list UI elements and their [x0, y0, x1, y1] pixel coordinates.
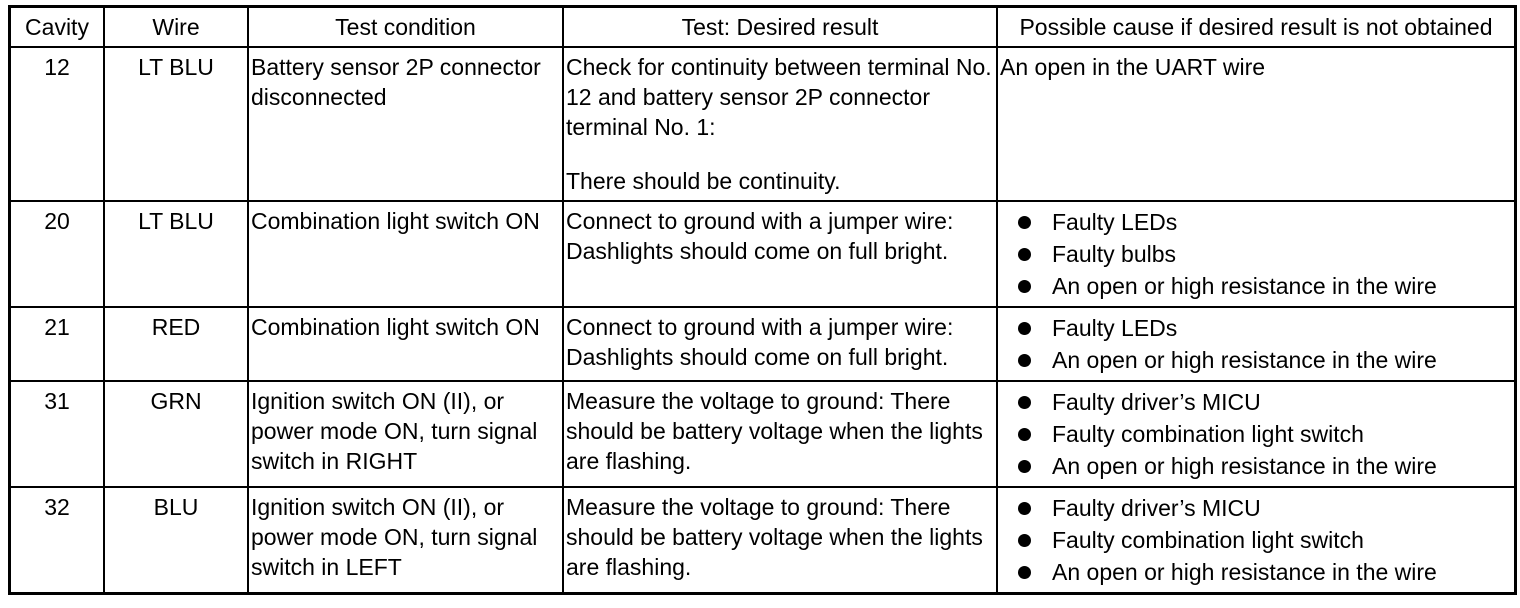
result-cell — [563, 47, 997, 201]
condition-cell: Ignition switch ON (II), or power mode ON, turn signal switch in LEFT — [248, 487, 563, 594]
result-text: There should be continuity. — [566, 168, 841, 194]
cause-list — [1000, 312, 1512, 376]
header-row — [10, 7, 1516, 48]
cause-cell — [997, 307, 1516, 381]
wire-cell: GRN — [104, 381, 248, 487]
header-cavity: Cavity — [10, 7, 105, 48]
list-item: An open or high resistance in the wire — [1000, 270, 1512, 302]
cause-cell — [997, 487, 1516, 594]
header-wire: Wire — [104, 7, 248, 48]
list-item: Faulty combination light switch — [1000, 418, 1512, 450]
list-item: An open or high resistance in the wire — [1000, 344, 1512, 376]
table-row — [10, 201, 1516, 307]
list-item: An open or high resistance in the wire — [1000, 556, 1512, 588]
bullet-icon — [1018, 354, 1031, 367]
cavity-cell: 21 — [10, 307, 105, 381]
wire-cell: RED — [104, 307, 248, 381]
list-item: An open or high resistance in the wire — [1000, 450, 1512, 482]
header-possible-cause: Possible cause if desired result is not obtained — [997, 7, 1516, 48]
bullet-icon — [1018, 502, 1031, 515]
result-cell: Measure the voltage to ground: There should be battery voltage when the lights are flashing. — [563, 487, 997, 594]
table-row — [10, 487, 1516, 594]
list-item: Faulty driver’s MICU — [1000, 386, 1512, 418]
bullet-icon — [1018, 248, 1031, 261]
condition-cell: Combination light switch ON — [248, 307, 563, 381]
bullet-icon — [1018, 428, 1031, 441]
cause-list — [1000, 206, 1512, 302]
table-row — [10, 381, 1516, 487]
bullet-icon — [1018, 322, 1031, 335]
bullet-icon — [1018, 534, 1031, 547]
cavity-cell: 31 — [10, 381, 105, 487]
list-item: Faulty combination light switch — [1000, 524, 1512, 556]
cavity-cell: 12 — [10, 47, 105, 201]
cause-cell — [997, 381, 1516, 487]
bullet-icon — [1018, 566, 1031, 579]
bullet-icon — [1018, 280, 1031, 293]
bullet-icon — [1018, 396, 1031, 409]
cause-list — [1000, 492, 1512, 588]
result-text: Check for continuity between terminal No. 12 and battery sensor 2P connector terminal No. 1: — [566, 54, 992, 140]
cause-list — [1000, 386, 1512, 482]
troubleshooting-table — [8, 5, 1517, 595]
list-item: Faulty bulbs — [1000, 238, 1512, 270]
header-test-condition: Test condition — [248, 7, 563, 48]
list-item: Faulty driver’s MICU — [1000, 492, 1512, 524]
cavity-cell: 32 — [10, 487, 105, 594]
bullet-icon — [1018, 216, 1031, 229]
wire-cell: LT BLU — [104, 201, 248, 307]
result-cell: Connect to ground with a jumper wire: Dashlights should come on full bright. — [563, 201, 997, 307]
table-row — [10, 307, 1516, 381]
cause-cell: An open in the UART wire — [997, 47, 1516, 201]
result-cell: Measure the voltage to ground: There should be battery voltage when the lights are flashing. — [563, 381, 997, 487]
condition-cell: Ignition switch ON (II), or power mode ON, turn signal switch in RIGHT — [248, 381, 563, 487]
list-item: Faulty LEDs — [1000, 312, 1512, 344]
bullet-icon — [1018, 460, 1031, 473]
condition-cell: Combination light switch ON — [248, 201, 563, 307]
cause-cell — [997, 201, 1516, 307]
troubleshooting-table-wrapper — [8, 5, 1517, 595]
wire-cell: BLU — [104, 487, 248, 594]
table-row — [10, 47, 1516, 201]
header-desired-result: Test: Desired result — [563, 7, 997, 48]
result-cell: Connect to ground with a jumper wire: Dashlights should come on full bright. — [563, 307, 997, 381]
cavity-cell: 20 — [10, 201, 105, 307]
condition-cell: Battery sensor 2P connector disconnected — [248, 47, 563, 201]
wire-cell: LT BLU — [104, 47, 248, 201]
list-item: Faulty LEDs — [1000, 206, 1512, 238]
